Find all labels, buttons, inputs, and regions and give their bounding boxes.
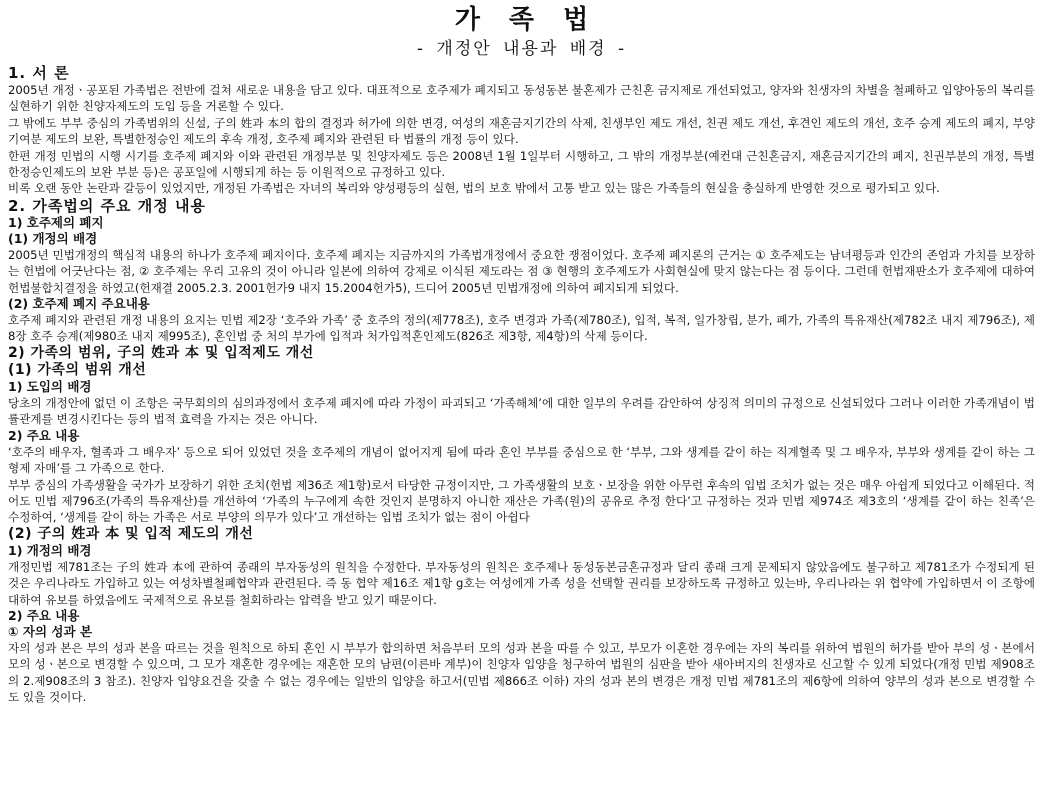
section-heading-main-amendments: 2. 가족법의 주요 개정 내용: [8, 196, 206, 215]
paragraph: 호주제 폐지와 관련된 개정 내용의 요지는 민법 제2장 ‘호주와 가족’ 중 호주의 정의(제778조), 호주 변경과 가족(제780조), 입적, 복적, 일가창립, 분가, 폐가, 가족의 특유재산(제782조 내지 제796조), 제8장 호주 승계(제980조 내지 제995조), 혼인법 중 처의 부가에 입적과 처가입적혼인제도(826조 제3항, 제4항)의 삭제 등이다.: [8, 313, 1035, 344]
subsection-heading: (1) 가족의 범위 개선: [8, 361, 147, 378]
section-heading-introduction: 1. 서 론: [8, 64, 70, 82]
paragraph: 자의 성과 본은 부의 성과 본을 따르는 것을 원칙으로 하되 혼인 시 부부가 합의하면 처음부터 모의 성과 본을 따를 수 있고, 부모가 이혼한 경우에는 자의 복리를 위하여 법원의 허가를 받아 부의 성ㆍ본에서 모의 성ㆍ본으로 변경할 수 있으며, 그 모가 재혼한 경우에는 재혼한 모의 남편(이른바 계부)이 친양자 입양을 청구하여 법원의 심판을 받아 새아버지의 친생자로 신고할 수 있게 되었다(개정 민법 제908조의 2.제908조의 3 참조). 친양자 입양요건을 갖출 수 없는 경우에는 일반의 입양을 하고서(민법 제866조 이하) 자의 성과 본의 변경은 개정 민법 제781조의 제6항에 의하여 양부의 성과 본으로 변경할 수도 있을 것이다.: [8, 640, 1035, 705]
subsection-heading: 2) 주요 내용: [8, 607, 80, 623]
subsection-heading: 1) 호주제의 폐지: [8, 214, 104, 230]
paragraph: 부부 중심의 가족생활을 국가가 보장하기 위한 조치(헌법 제36조 제1항)로서 타당한 규정이지만, 그 가족생활의 보호ㆍ보장을 위한 아무런 후속의 입법 조치가 없는 것은 매우 아쉽게 되었다고 이해된다. 적어도 민법 제796조(가족의 특유재산)를 개선하여 ‘가족의 누구에게 속한 것인지 분명하지 아니한 재산은 가족(원)의 공유로 추정 한다’고 규정하는 것과 민법 제974조 제3호의 ‘생계를 같이 하는 친족’은 수정하여, ‘생계를 같이 하는 가족은 서로 부양의 의무가 있다’고 개선하는 입법 조치가 없는 점이 아쉽다: [8, 477, 1035, 525]
subsection-heading: 2) 가족의 범위, 子의 姓과 本 및 입적제도 개선: [8, 344, 314, 361]
subsection-heading: ① 자의 성과 본: [8, 623, 93, 639]
subsection-heading: (2) 子의 姓과 本 및 입적 제도의 개선: [8, 525, 254, 542]
paragraph: 당초의 개정안에 없던 이 조항은 국무회의의 심의과정에서 호주제 폐지에 따라 가정이 파괴되고 ‘가족해체’에 대한 일부의 우려를 감안하여 상징적 의미의 규정으로 신설되었다 그러나 이러한 가족개념이 법률관계를 변경시킨다는 등의 법적 효력을 가지는 것은 아니다.: [8, 395, 1035, 427]
paragraph: ‘호주의 배우자, 혈족과 그 배우자’ 등으로 되어 있었던 것을 호주제의 개념이 없어지게 됨에 따라 혼인 부부를 중심으로 한 ‘부부, 그와 생계를 같이 하는 직계혈족 및 그 배우자, 부부와 생계를 같이 하는 그 형제 자매’를 그 가족으로 한다.: [8, 444, 1035, 476]
document-subtitle: - 개정안 내용과 배경 -: [416, 39, 627, 59]
paragraph: 한편 개정 민법의 시행 시기를 호주제 폐지와 이와 관련된 개정부분 및 친양자제도 등은 2008년 1월 1일부터 시행하고, 그 밖의 개정부분(예컨대 근친혼금지, 재혼금지기간의 폐지, 친권부분의 개정, 특별한정승인제도의 보완 부분 등)은 공포일에 시행되게 하는 등 이원적으로 규정하고 있다.: [8, 148, 1035, 180]
subsection-heading: (1) 개정의 배경: [8, 230, 98, 246]
paragraph: 그 밖에도 부부 중심의 가족범위의 신설, 子의 姓과 本의 합의 결정과 허가에 의한 변경, 여성의 재혼금지기간의 삭제, 친생부인 제도 개선, 친권 제도 개선, 후견인 제도의 개선, 호주 승계 제도의 폐지, 부양기여분 제도의 보완, 특별한정승인 제도의 후속 개정, 호주제 폐지와 관련된 타 법률의 개정 등이 있다.: [8, 115, 1035, 147]
paragraph: 2005년 개정ㆍ공포된 가족법은 전반에 걸쳐 새로운 내용을 담고 있다. 대표적으로 호주제가 폐지되고 동성동본 불혼제가 근친혼 금지제로 개선되었고, 양자와 친생자의 차별을 철폐하고 입양아동의 복리를 실현하기 위한 친양자제도의 도입 등을 거론할 수 있다.: [8, 83, 1035, 114]
subsection-heading: (2) 호주제 폐지 주요내용: [8, 296, 150, 312]
document-title: 가 족 법: [454, 5, 599, 35]
paragraph: 2005년 민법개정의 핵심적 내용의 하나가 호주제 폐지이다. 호주제 폐지는 지금까지의 가족법개정에서 중요한 쟁점이었다. 호주제 폐지론의 근거는 ① 호주제도는 남녀평등과 인간의 존엄과 가치를 보장하는 헌법에 어긋난다는 점, ② 호주제는 우리 고유의 것이 아니라 일본에 의하여 강제로 이식된 제도라는 점 ③ 현행의 호주제도가 사회현실에 맞지 않는다는 점 등이다. 그런데 헌법재판소가 호주제에 대하여 헌법불합치결정을 하였고(헌재결 2005.2.3. 2001헌가9 내지 15.2004헌가5), 드디어 2005년 민법개정에 의하여 폐지되게 되었다.: [8, 247, 1035, 295]
subsection-heading: 1) 도입의 배경: [8, 378, 92, 394]
paragraph: 비록 오랜 동안 논란과 갈등이 있었지만, 개정된 가족법은 자녀의 복리와 양성평등의 실현, 법의 보호 밖에서 고통 받고 있는 많은 가족들의 현실을 충실하게 반영한 것으로 평가되고 있다.: [8, 181, 940, 196]
subsection-heading: 1) 개정의 배경: [8, 542, 92, 558]
paragraph: 개정민법 제781조는 子의 姓과 本에 관하여 종래의 부자동성의 원칙을 수정한다. 부자동성의 원칙은 호주제나 동성동본금혼규정과 달리 종래 크게 문제되지 않았음에도 불구하고 제781조가 수정되게 된 것은 우리나라도 가입하고 있는 여성차별철폐협약과 관련된다. 즉 동 협약 제16조 제1항 g호는 여성에게 가족 성을 선택할 권리를 보장하도록 규정하고 있는바, 우리나라는 위 협약에 가입하면서 이 조항에 대하여 유보를 하였음에도 국제적으로 유보를 철회하라는 압력을 받고 있기 때문이다.: [8, 559, 1035, 607]
subsection-heading: 2) 주요 내용: [8, 427, 80, 443]
